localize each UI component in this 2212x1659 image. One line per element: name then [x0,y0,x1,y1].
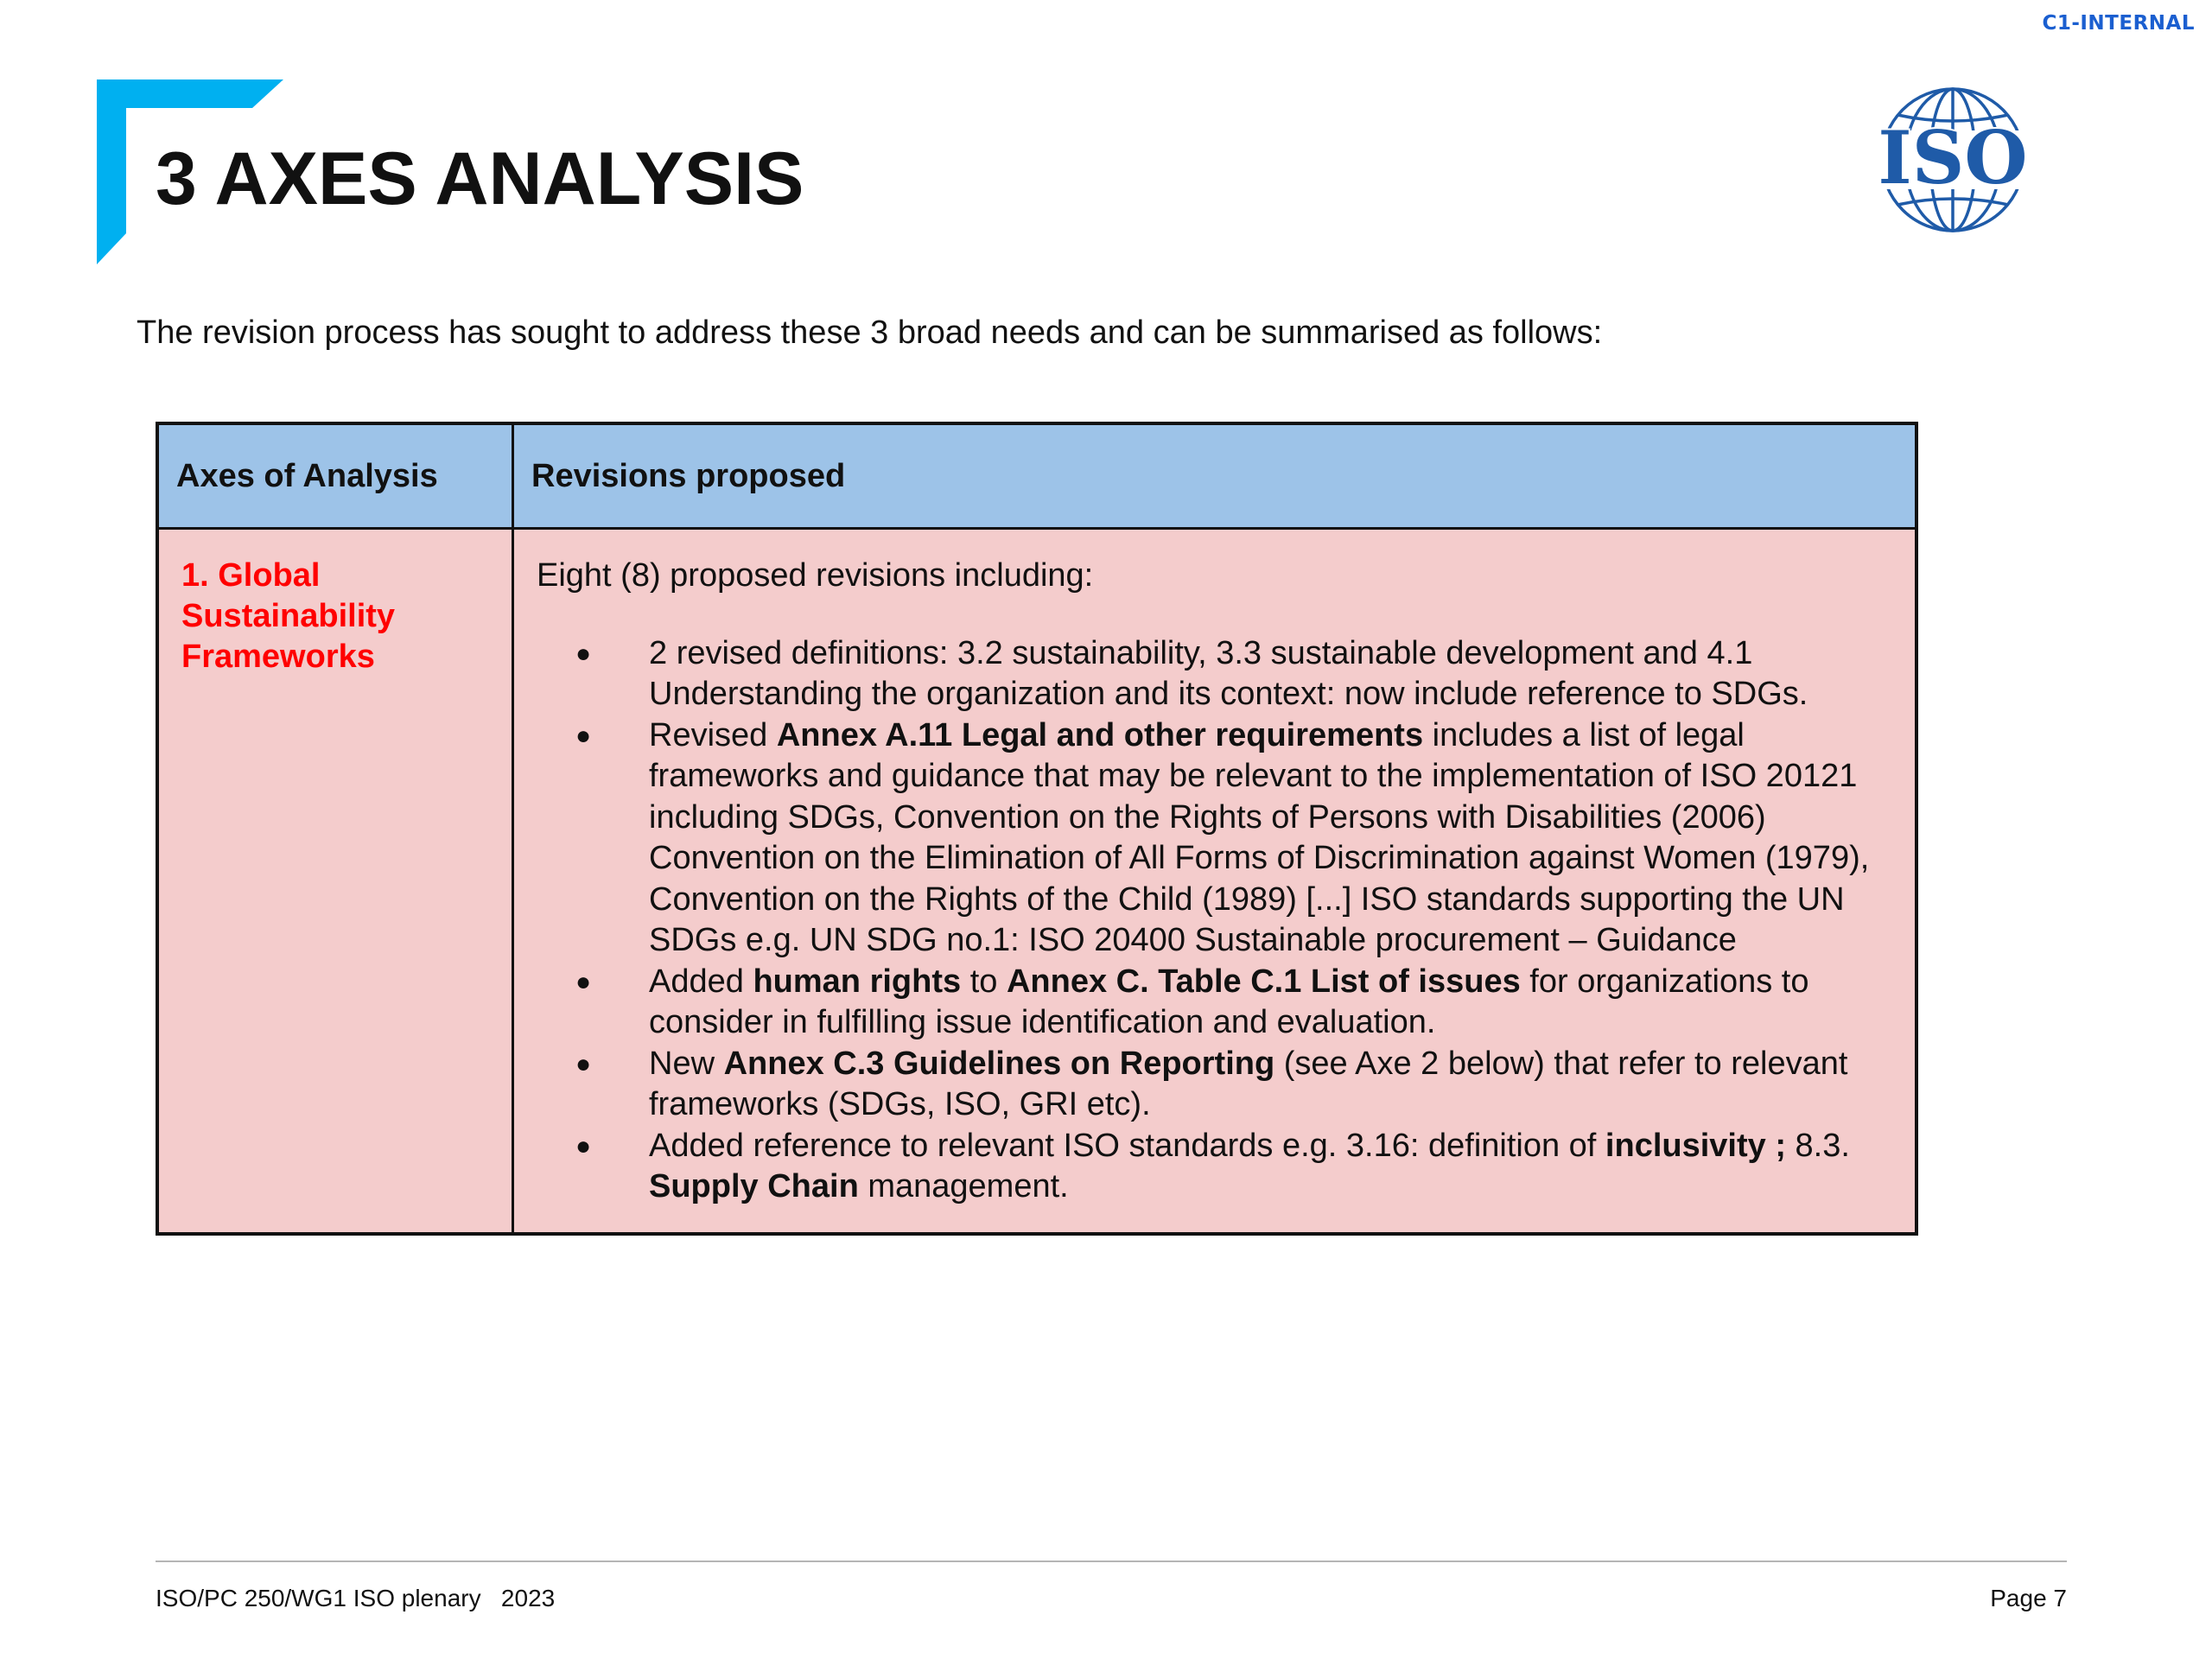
revision-text-segment: Added reference to relevant ISO standards e.g. 3.16: definition of [649,1127,1605,1164]
classification-label: C1-INTERNAL [2042,12,2195,35]
revision-bold-text: Annex C. Table C.1 List of issues [1006,963,1521,1000]
footer-page-number: Page 7 [1990,1585,2067,1611]
axis-name-cell: 1. Global Sustainability Frameworks [157,529,513,1234]
intro-text: The revision process has sought to address these 3 broad needs and can be summarised as follows: [137,315,1603,351]
revision-text-segment: Added [649,963,753,1000]
header-revisions-proposed: Revisions proposed [513,423,1917,529]
bullet-icon: ● [575,639,592,668]
bullet-icon: ● [575,1049,592,1078]
revisions-lead: Eight (8) proposed revisions including: [537,557,1094,594]
revision-text-segment: to [961,963,1007,1000]
footer-divider [156,1560,2067,1562]
revision-text-segment: for organizations to consider in fulfilling issue identification and evaluation. [649,963,1809,1040]
footer-document-info: ISO/PC 250/WG1 ISO plenary 2023 [156,1585,556,1611]
revision-text [649,635,1808,713]
revision-item [537,1126,1880,1208]
page-title: 3 AXES ANALYSIS [156,137,804,220]
iso-logo [1858,82,2048,238]
axes-analysis-table [156,422,1918,1236]
revision-text [649,1128,1850,1205]
revision-text-segment: includes a list of legal frameworks and guidance that may be relevant to the implementation of ISO 20121 including SDGs, Convention on the Rights of Persons with Disabilities (2006) Convention on the Elimination of All Forms of Discrimination against Women (1979), Convention on the Rights of the Child (1989) [...] ISO standards supporting the UN SDGs e.g. UN SDG no.1: ISO 20400 Sustainable procurement – Guidance [649,716,1870,958]
revision-text-segment: (see Axe 2 below) that refer to relevant frameworks (SDGs, ISO, GRI etc). [649,1045,1848,1122]
revision-bold-text: human rights [753,963,962,1000]
bullet-icon: ● [575,967,592,996]
revisions-list [537,633,1880,1208]
revision-text-segment: 8.3. [1785,1127,1850,1164]
revision-item [537,633,1880,715]
revision-text-segment: New [649,1045,724,1082]
revision-bold-text: Supply Chain [649,1168,859,1205]
revision-bold-text: Annex C.3 Guidelines on Reporting [723,1045,1275,1082]
table-header-row [157,423,1916,529]
revision-item [537,962,1880,1044]
iso-logo-text: ISO [1878,115,2028,200]
bullet-icon: ● [575,1131,592,1160]
revision-text-segment: 2 revised definitions: 3.2 sustainability, 3.3 sustainable development and 4.1 Understanding the organization and its context: now include reference to SDGs. [649,634,1808,712]
revision-text-segment: Revised [649,716,777,753]
revision-bold-text: Annex A.11 Legal and other requirements [776,716,1424,753]
revision-text [649,717,1869,959]
header-axes-of-analysis: Axes of Analysis [157,423,513,529]
iso-globe-logo-icon [1858,82,2048,238]
revision-bold-text: inclusivity ; [1605,1127,1786,1164]
revisions-cell [513,529,1917,1234]
table-row [157,529,1916,1234]
revision-item [537,715,1880,962]
revision-text-segment: management. [858,1168,1069,1205]
revision-item [537,1044,1880,1126]
revision-text [649,1046,1847,1123]
bullet-icon: ● [575,721,592,750]
revision-text [649,963,1808,1041]
